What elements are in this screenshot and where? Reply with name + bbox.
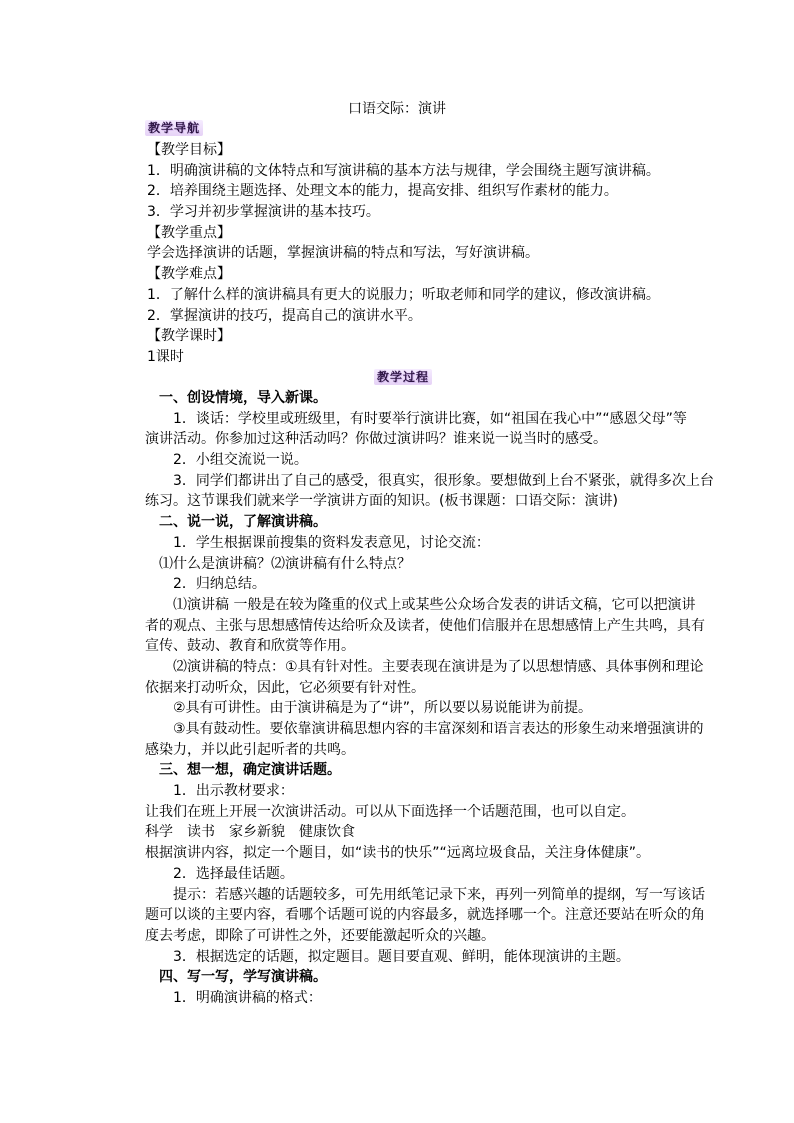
paragraph-line: ②具有可讲性。由于演讲稿是为了“讲”，所以要以易说能讲为前提。 — [173, 700, 593, 717]
paragraph-line: 让我们在班上开展一次演讲活动。可以从下面选择一个话题范围，也可以自定。 — [145, 803, 635, 820]
paragraph-line: 1．学生根据课前搜集的资料发表意见，讨论交流： — [173, 534, 490, 551]
teaching-guide-section — [145, 140, 660, 368]
heading-difficulties: 【教学难点】 — [147, 266, 231, 283]
difficulty-line: 1．了解什么样的演讲稿具有更大的说服力；听取老师和同学的建议，修改演讲稿。 — [147, 286, 660, 303]
teaching-process-section — [145, 388, 714, 1009]
heading-class-hours: 【教学课时】 — [147, 328, 231, 345]
paragraph-line: 宣传、鼓动、教育和欣赏等作用。 — [145, 638, 355, 655]
topic-list: 科学 读书 家乡新貌 健康饮食 — [145, 824, 355, 841]
heading-teaching-goals: 【教学目标】 — [147, 142, 231, 158]
section-badge-teaching-guide: 教学导航 — [145, 120, 203, 136]
step-heading: 四、写一写，学写演讲稿。 — [159, 969, 327, 986]
goal-line: 2．培养围绕主题选择、处理文本的能力，提高安排、组织写作素材的能力。 — [147, 183, 618, 200]
paragraph-line: 2．选择最佳话题。 — [173, 865, 294, 882]
section-badge-teaching-process: 教学过程 — [374, 369, 432, 385]
paragraph-line: ⑵演讲稿的特点：①具有针对性。主要表现在演讲是为了以思想情感、具体事例和理论 — [173, 658, 704, 675]
paragraph-line: 提示：若感兴趣的话题较多，可先用纸笔记录下来，再列一列简单的提纲，写一写该话 — [173, 886, 705, 903]
paragraph-line: ⑴什么是演讲稿？⑵演讲稿有什么特点？ — [159, 555, 411, 572]
paragraph-line: 者的观点、主张与思想感情传达给听众及读者，使他们信服并在思想感情上产生共鸣，具有 — [145, 617, 705, 634]
step-heading: 二、说一说，了解演讲稿。 — [159, 514, 327, 531]
paragraph-line: ③具有鼓动性。要依靠演讲稿思想内容的丰富深刻和语言表达的形象生动来增强演讲的 — [173, 721, 704, 737]
paragraph-line: 演讲活动。你参加过这种活动吗？你做过演讲吗？谁来说一说当时的感受。 — [145, 431, 607, 448]
page-title: 口语交际：演讲 — [348, 101, 446, 117]
paragraph-line: 根据演讲内容，拟定一个题目，如“读书的快乐”“远离垃圾食品，关注身体健康”。 — [145, 845, 651, 862]
paragraph-line: 度去考虑，即除了可讲性之外，还要能激起听众的兴趣。 — [145, 927, 495, 944]
step-heading: 一、创设情境，导入新课。 — [159, 390, 327, 406]
paragraph-line: 1．出示教材要求： — [173, 783, 294, 800]
paragraph-line: 1．谈话：学校里或班级里，有时要举行演讲比赛，如“祖国在我心中”“感恩父母”等 — [173, 410, 687, 427]
goal-line: 1．明确演讲稿的文体特点和写演讲稿的基本方法与规律，学会围绕主题写演讲稿。 — [147, 162, 660, 179]
paragraph-line: 3．同学们都讲出了自己的感受，很真实，很形象。要想做到上台不紧张，就得多次上台 — [173, 472, 714, 489]
paragraph-line: 2．小组交流说一说。 — [173, 452, 308, 469]
paragraph-line: 感染力，并以此引起听者的共鸣。 — [145, 741, 355, 758]
paragraph-line: 练习。这节课我们就来学一学演讲方面的知识。(板书课题：口语交际：演讲) — [145, 493, 618, 510]
paragraph-line: 3．根据选定的话题，拟定题目。题目要直观、鲜明，能体现演讲的主题。 — [173, 948, 630, 965]
key-point-line: 学会选择演讲的话题，掌握演讲稿的特点和写法，写好演讲稿。 — [147, 245, 539, 262]
goal-line: 3．学习并初步掌握演讲的基本技巧。 — [147, 204, 380, 221]
class-hours-line: 1课时 — [147, 348, 184, 365]
step-heading: 三、想一想，确定演讲话题。 — [159, 762, 341, 779]
paragraph-line: 1．明确演讲稿的格式： — [173, 989, 322, 1006]
paragraph-line: 2．归纳总结。 — [173, 576, 266, 593]
heading-key-points: 【教学重点】 — [147, 224, 231, 241]
paragraph-line: ⑴演讲稿 一般是在较为隆重的仪式上或某些公众场合发表的讲话文稿，它可以把演讲 — [173, 596, 696, 613]
paragraph-line: 依据来打动听众，因此，它必须要有针对性。 — [145, 679, 425, 696]
paragraph-line: 题可以谈的主要内容，看哪个话题可说的内容最多，就选择哪一个。注意还要站在听众的角 — [145, 907, 705, 924]
difficulty-line: 2．掌握演讲的技巧，提高自己的演讲水平。 — [147, 307, 422, 324]
